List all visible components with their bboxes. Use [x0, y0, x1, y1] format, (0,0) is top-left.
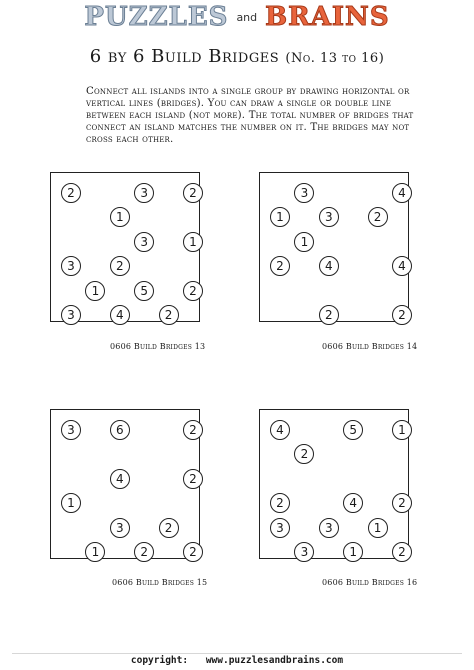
island-circle: 1	[392, 420, 412, 440]
island-circle: 2	[159, 518, 179, 538]
site-logo	[0, 2, 474, 32]
island-circle: 2	[294, 444, 314, 464]
puzzle-caption-13: 0606 Build Bridges 13	[110, 342, 206, 351]
island-circle: 1	[294, 232, 314, 252]
island-circle: 2	[392, 305, 412, 325]
island-circle: 4	[110, 305, 130, 325]
puzzle-caption-15: 0606 Build Bridges 15	[112, 578, 208, 587]
island-circle: 2	[61, 183, 81, 203]
island-circle: 4	[392, 183, 412, 203]
island-circle: 3	[61, 256, 81, 276]
page-title-main: 6 by 6 Build Bridges	[89, 46, 280, 67]
island-circle: 3	[294, 183, 314, 203]
footer-copyright	[0, 655, 474, 666]
island-circle: 2	[110, 256, 130, 276]
island-circle: 3	[134, 232, 154, 252]
page-title-sub: (No. 13 to 16)	[285, 51, 385, 66]
island-circle: 2	[270, 493, 290, 513]
island-circle: 2	[270, 256, 290, 276]
island-circle: 1	[270, 207, 290, 227]
footer-divider	[12, 653, 462, 654]
island-circle: 1	[368, 518, 388, 538]
island-circle: 5	[134, 281, 154, 301]
site-url-link[interactable]: www.puzzlesandbrains.com	[205, 655, 344, 666]
island-circle: 6	[110, 420, 130, 440]
logo-and-text: and	[236, 10, 258, 24]
puzzle-caption-16: 0606 Build Bridges 16	[322, 578, 418, 587]
island-circle: 3	[294, 542, 314, 562]
island-circle: 1	[85, 281, 105, 301]
puzzle-caption-14: 0606 Build Bridges 14	[322, 342, 418, 351]
island-circle: 3	[134, 183, 154, 203]
island-circle: 2	[368, 207, 388, 227]
island-circle: 2	[183, 281, 203, 301]
island-circle: 4	[392, 256, 412, 276]
island-circle: 2	[183, 420, 203, 440]
puzzle-grid-13	[50, 172, 200, 322]
island-circle: 3	[110, 518, 130, 538]
island-circle: 4	[270, 420, 290, 440]
instructions-text: Connect all islands into a single group by drawing horizontal or vertical lines (bridges). You can draw a single or double line between each island (not more). The total number of bridges that connect an island matches the number on it. The bridges may not cross each other.	[86, 86, 414, 145]
island-circle: 2	[183, 183, 203, 203]
island-circle: 2	[392, 493, 412, 513]
island-circle: 2	[183, 469, 203, 489]
island-circle: 1	[61, 493, 81, 513]
island-circle: 4	[343, 493, 363, 513]
island-circle: 1	[85, 542, 105, 562]
island-circle: 2	[319, 305, 339, 325]
island-circle: 4	[319, 256, 339, 276]
puzzle-grid-16	[259, 409, 409, 559]
island-circle: 2	[392, 542, 412, 562]
puzzle-grid-15	[50, 409, 200, 559]
island-circle: 1	[110, 207, 130, 227]
island-circle: 3	[270, 518, 290, 538]
island-circle: 3	[61, 420, 81, 440]
island-circle: 5	[343, 420, 363, 440]
island-circle: 3	[319, 207, 339, 227]
island-circle: 2	[134, 542, 154, 562]
island-circle: 2	[183, 542, 203, 562]
puzzle-grid-14	[259, 172, 409, 322]
island-circle: 3	[61, 305, 81, 325]
island-circle: 4	[110, 469, 130, 489]
logo-brains-text: BRAINS	[265, 2, 390, 32]
logo-puzzles-text: PUZZLES	[84, 2, 229, 32]
island-circle: 1	[183, 232, 203, 252]
island-circle: 1	[343, 542, 363, 562]
island-circle: 2	[159, 305, 179, 325]
copyright-label: copyright:	[130, 655, 189, 666]
island-circle: 3	[319, 518, 339, 538]
page-title	[0, 46, 474, 67]
